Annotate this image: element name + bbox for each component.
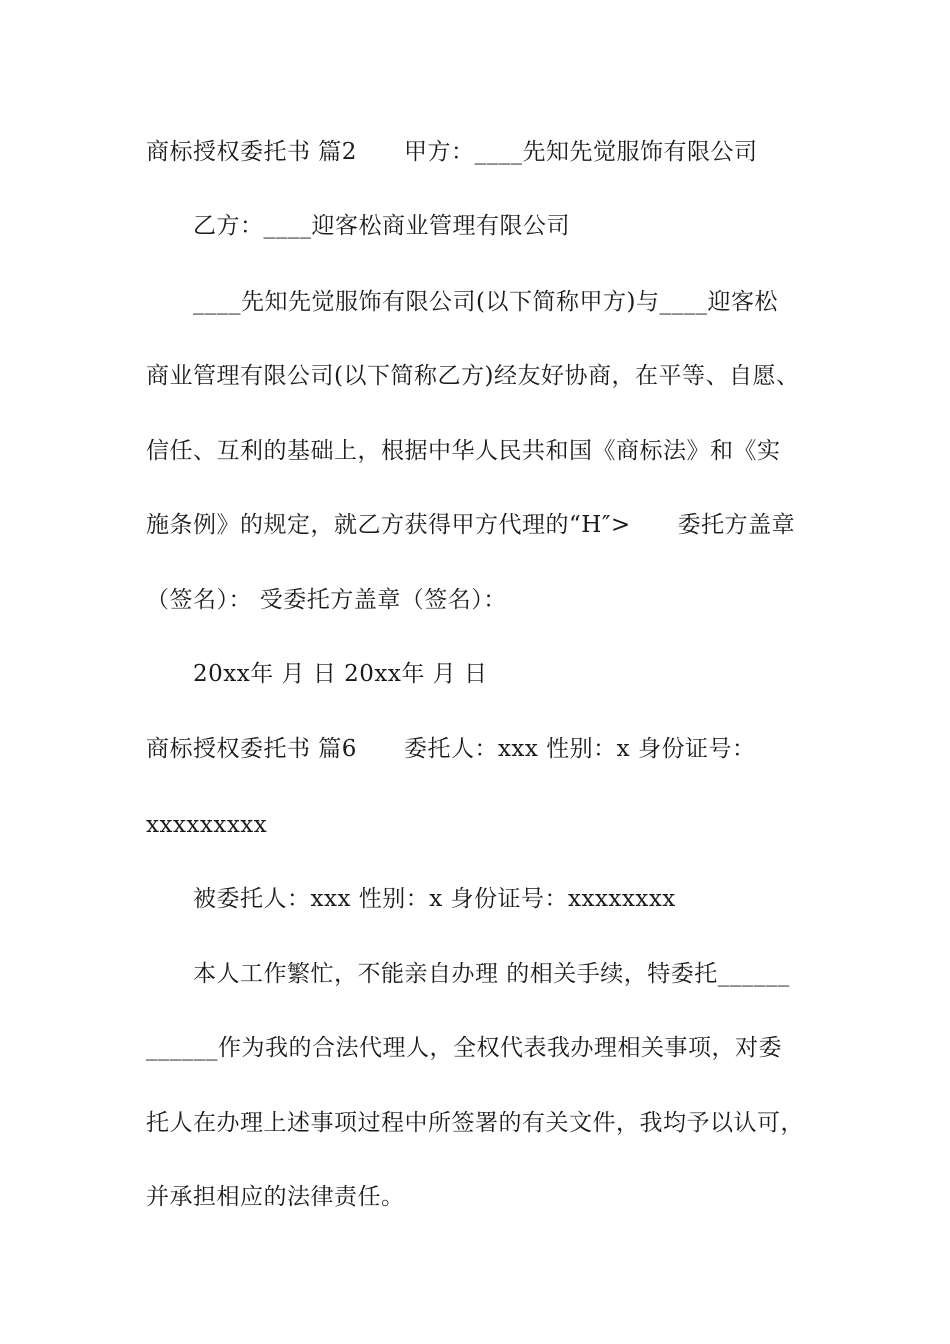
document-line: 被委托人：xxx 性别：x 身份证号：xxxxxxxx — [193, 886, 676, 912]
document-line: 施条例》的规定，就乙方获得甲方代理的“H″> 委托方盖章 — [146, 512, 796, 538]
document-line: 信任、互利的基础上，根据中华人民共和国《商标法》和《实 — [146, 438, 781, 464]
document-line: 商业管理有限公司(以下简称乙方)经友好协商，在平等、自愿、 — [146, 363, 800, 389]
document-line: ______作为我的合法代理人，全权代表我办理相关事项，对委 — [146, 1035, 782, 1061]
document-line: 乙方：____迎客松商业管理有限公司 — [193, 213, 570, 239]
document-line: ____先知先觉服饰有限公司(以下简称甲方)与____迎客松 — [193, 289, 778, 315]
document-line: 并承担相应的法律责任。 — [146, 1184, 405, 1210]
document-line: 商标授权委托书 篇6 委托人：xxx 性别：x 身份证号： — [146, 736, 756, 762]
document-line: 商标授权委托书 篇2 甲方：____先知先觉服饰有限公司 — [146, 139, 758, 165]
document-line: （签名）： 受委托方盖章（签名）： — [146, 587, 507, 613]
document-line: xxxxxxxxx — [146, 812, 268, 838]
document-line: 本人工作繁忙，不能亲自办理 的相关手续，特委托______ — [193, 961, 790, 987]
document-line: 托人在办理上述事项过程中所签署的有关文件，我均予以认可， — [146, 1110, 804, 1136]
document-line: 20xx年 月 日 20xx年 月 日 — [193, 661, 488, 687]
